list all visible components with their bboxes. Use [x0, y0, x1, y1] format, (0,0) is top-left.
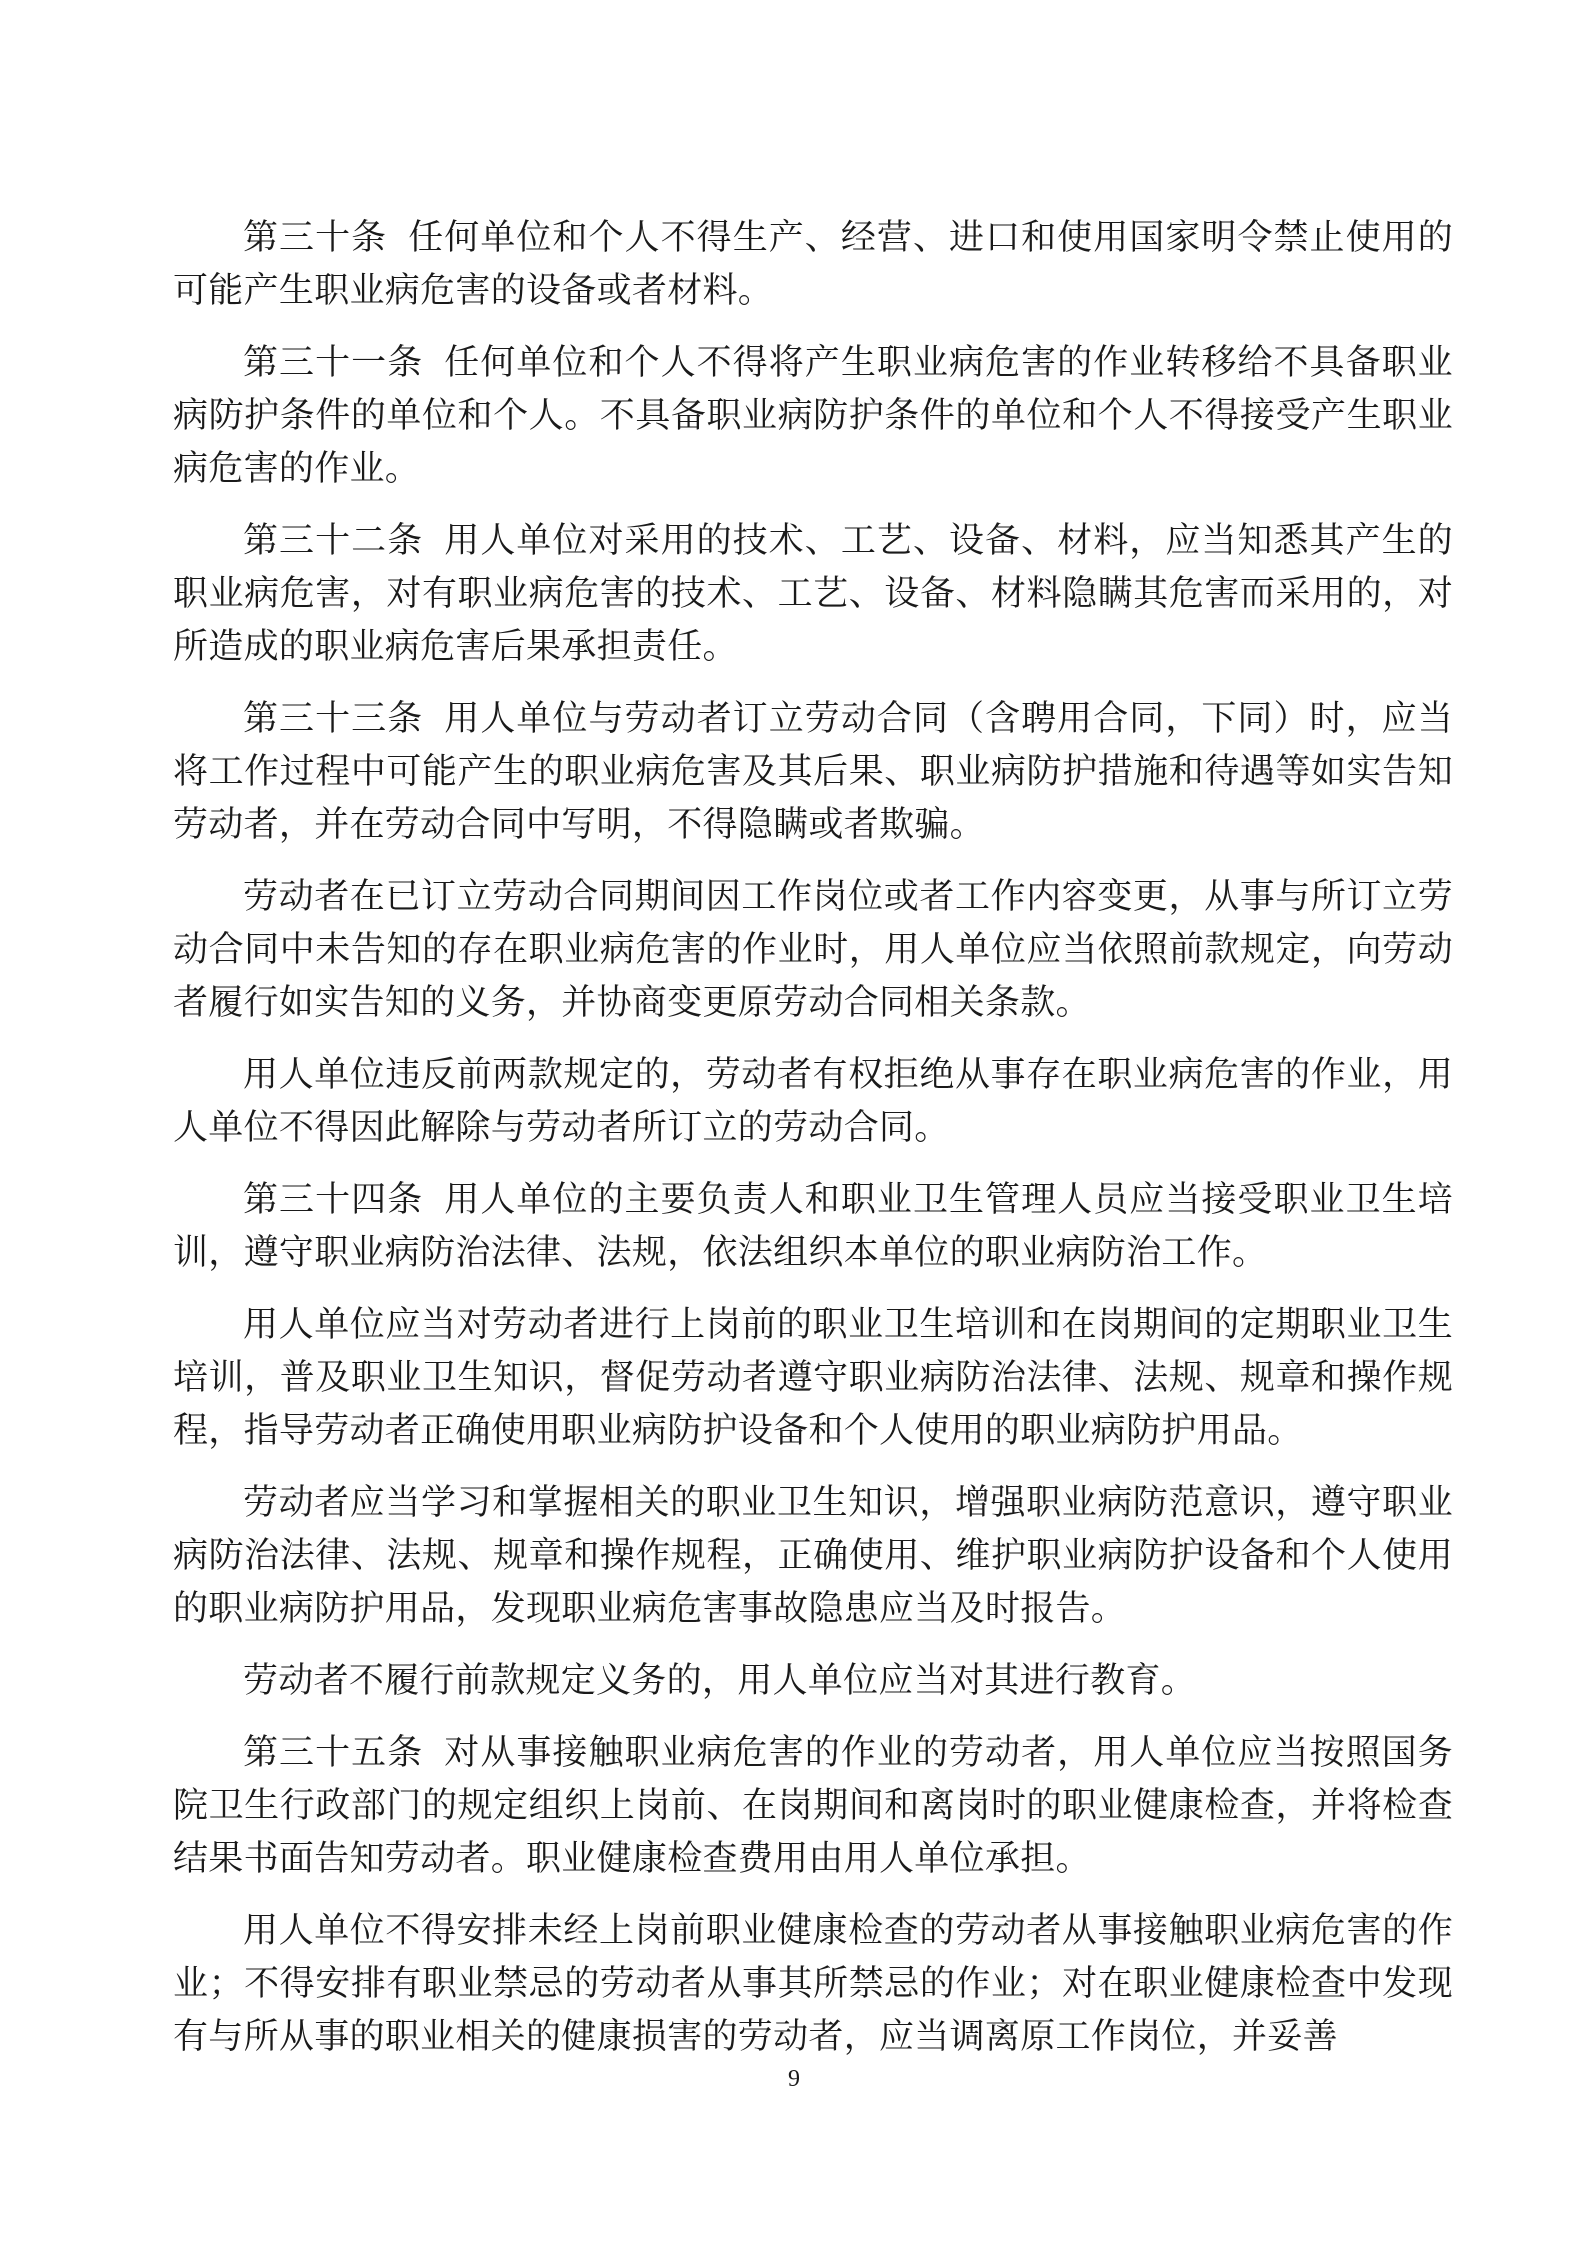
article-number: 第三十三条	[243, 699, 424, 739]
article-number: 第三十一条	[243, 343, 424, 383]
paragraph-11	[173, 1727, 1453, 1886]
paragraph-7	[173, 1174, 1453, 1280]
article-number: 第三十条	[243, 218, 388, 258]
article-number: 第三十二条	[243, 521, 424, 561]
paragraph-text: 用人单位应当对劳动者进行上岗前的职业卫生培训和在岗期间的定期职业卫生培训，普及职业卫生知识，督促劳动者遵守职业病防治法律、法规、规章和操作规程，指导劳动者正确使用职业病防护设备和个人使用的职业病防护用品。	[173, 1305, 1453, 1451]
paragraph-text: 用人单位不得安排未经上岗前职业健康检查的劳动者从事接触职业病危害的作业；不得安排有职业禁忌的劳动者从事其所禁忌的作业；对在职业健康检查中发现有与所从事的职业相关的健康损害的劳动者，应当调离原工作岗位，并妥善	[173, 1911, 1453, 2057]
paragraph-1	[173, 212, 1453, 318]
paragraph-12	[173, 1905, 1453, 2064]
paragraph-8	[173, 1299, 1453, 1458]
document-body	[173, 212, 1453, 2083]
paragraph-4	[173, 693, 1453, 852]
article-number: 第三十四条	[243, 1180, 424, 1220]
article-number: 第三十五条	[243, 1733, 424, 1773]
paragraph-text: 对从事接触职业病危害的作业的劳动者，用人单位应当按照国务院卫生行政部门的规定组织上岗前、在岗期间和离岗时的职业健康检查，并将检查结果书面告知劳动者。职业健康检查费用由用人单位承担。	[173, 1733, 1453, 1879]
paragraph-text: 劳动者应当学习和掌握相关的职业卫生知识，增强职业病防范意识，遵守职业病防治法律、法规、规章和操作规程，正确使用、维护职业病防护设备和个人使用的职业病防护用品，发现职业病危害事故隐患应当及时报告。	[173, 1483, 1453, 1629]
paragraph-text: 用人单位违反前两款规定的，劳动者有权拒绝从事存在职业病危害的作业，用人单位不得因此解除与劳动者所订立的劳动合同。	[173, 1055, 1453, 1148]
paragraph-text: 任何单位和个人不得将产生职业病危害的作业转移给不具备职业病防护条件的单位和个人。不具备职业病防护条件的单位和个人不得接受产生职业病危害的作业。	[173, 343, 1453, 489]
paragraph-text: 用人单位对采用的技术、工艺、设备、材料，应当知悉其产生的职业病危害，对有职业病危害的技术、工艺、设备、材料隐瞒其危害而采用的，对所造成的职业病危害后果承担责任。	[173, 521, 1453, 667]
paragraph-text: 劳动者在已订立劳动合同期间因工作岗位或者工作内容变更，从事与所订立劳动合同中未告知的存在职业病危害的作业时，用人单位应当依照前款规定，向劳动者履行如实告知的义务，并协商变更原劳动合同相关条款。	[173, 877, 1453, 1023]
paragraph-2	[173, 337, 1453, 496]
paragraph-text: 用人单位与劳动者订立劳动合同（含聘用合同，下同）时，应当将工作过程中可能产生的职业病危害及其后果、职业病防护措施和待遇等如实告知劳动者，并在劳动合同中写明，不得隐瞒或者欺骗。	[173, 699, 1453, 845]
paragraph-6	[173, 1049, 1453, 1155]
paragraph-10	[173, 1655, 1453, 1708]
paragraph-text: 用人单位的主要负责人和职业卫生管理人员应当接受职业卫生培训，遵守职业病防治法律、法规，依法组织本单位的职业病防治工作。	[173, 1180, 1453, 1273]
paragraph-9	[173, 1477, 1453, 1636]
paragraph-text: 任何单位和个人不得生产、经营、进口和使用国家明令禁止使用的可能产生职业病危害的设备或者材料。	[173, 218, 1454, 311]
paragraph-3	[173, 515, 1453, 674]
paragraph-5	[173, 871, 1453, 1030]
paragraph-text: 劳动者不履行前款规定义务的，用人单位应当对其进行教育。	[243, 1661, 1197, 1701]
page-number: 9	[788, 2066, 800, 2092]
